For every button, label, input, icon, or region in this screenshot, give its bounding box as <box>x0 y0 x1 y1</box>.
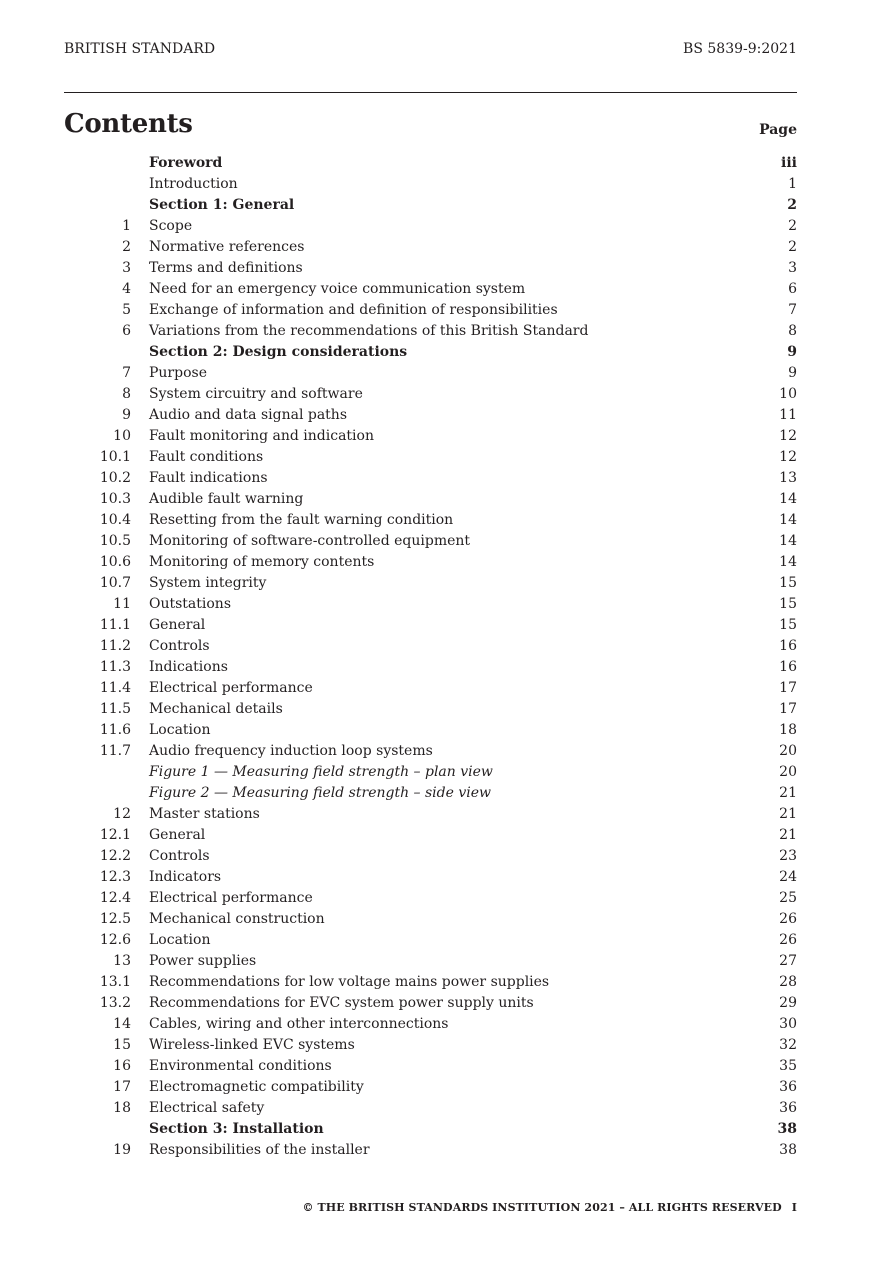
page-column-label: Page <box>759 122 797 138</box>
toc-entry[interactable] <box>64 447 797 468</box>
toc-clause-number: 10.6 <box>99 554 131 570</box>
toc-entry[interactable] <box>64 594 797 615</box>
toc-entry[interactable] <box>64 699 797 720</box>
toc-page-number: 12 <box>779 428 797 444</box>
toc-entry[interactable] <box>64 216 797 237</box>
toc-page-number: 15 <box>779 596 797 612</box>
toc-entry-title[interactable]: Audio and data signal paths <box>149 407 348 423</box>
toc-clause-number: 11.6 <box>99 722 131 738</box>
toc-clause-number: 7 <box>122 365 131 381</box>
toc-clause-number: 11 <box>113 596 131 612</box>
footer <box>302 1201 797 1214</box>
toc-page-number: 11 <box>779 407 797 423</box>
toc-entry-title[interactable]: Power supplies <box>149 953 257 969</box>
header-publisher: BRITISH STANDARD <box>64 41 216 57</box>
toc-entry[interactable] <box>64 468 797 489</box>
toc-clause-number: 10.7 <box>99 575 131 591</box>
toc-page-number: 36 <box>779 1079 797 1095</box>
toc-entry[interactable] <box>64 531 797 552</box>
toc-entry[interactable] <box>64 636 797 657</box>
header-standard-number: BS 5839-9:2021 <box>683 41 797 57</box>
toc-entry[interactable] <box>64 1140 797 1161</box>
toc-clause-number: 16 <box>113 1058 131 1074</box>
toc-entry[interactable] <box>64 951 797 972</box>
toc-clause-number: 10.5 <box>99 533 131 549</box>
toc-entry[interactable] <box>64 657 797 678</box>
toc-clause-number: 12.3 <box>99 869 131 885</box>
toc-clause-number: 6 <box>122 323 131 339</box>
toc-clause-number: 5 <box>122 302 131 318</box>
toc-entry-title[interactable]: Electrical performance <box>149 680 313 696</box>
toc-page-number: 29 <box>779 995 797 1011</box>
toc-entry-title[interactable]: Recommendations for EVC system power supply units <box>149 995 534 1011</box>
toc-page-number: 8 <box>788 323 797 339</box>
toc-entry-title[interactable]: Location <box>149 932 211 948</box>
toc-clause-number: 11.3 <box>99 659 131 675</box>
toc-entry-title[interactable]: Indicators <box>149 869 222 885</box>
toc-page-number: 15 <box>779 617 797 633</box>
toc-page-number: 7 <box>788 302 797 318</box>
toc-clause-number: 3 <box>122 260 131 276</box>
toc-page-number: 28 <box>779 974 797 990</box>
toc-entry[interactable] <box>64 1056 797 1077</box>
toc-entry-title[interactable]: Normative references <box>149 239 305 255</box>
toc-page-number: 26 <box>779 911 797 927</box>
toc-entry-title[interactable]: Foreword <box>149 155 223 171</box>
toc-entry-title[interactable]: Responsibilities of the installer <box>149 1142 370 1158</box>
toc-page-number: 21 <box>779 827 797 843</box>
toc-entry-title[interactable]: Controls <box>149 638 210 654</box>
toc-page-number: 16 <box>779 659 797 675</box>
toc-clause-number: 17 <box>113 1079 131 1095</box>
toc-page-number: 35 <box>779 1058 797 1074</box>
toc-page-number: 38 <box>779 1142 797 1158</box>
toc-page-number: iii <box>781 155 797 171</box>
toc-entry[interactable] <box>64 1098 797 1119</box>
toc-entry-title[interactable]: Purpose <box>149 365 207 381</box>
toc-entry[interactable] <box>64 405 797 426</box>
toc-page-number: 6 <box>788 281 797 297</box>
toc-clause-number: 18 <box>113 1100 131 1116</box>
toc-entry[interactable] <box>64 258 797 279</box>
toc-clause-number: 12.6 <box>99 932 131 948</box>
toc-entry[interactable] <box>64 678 797 699</box>
toc-page-number: 17 <box>779 701 797 717</box>
toc-page-number: 30 <box>779 1016 797 1032</box>
toc-entry-title[interactable]: Section 2: Design considerations <box>149 344 408 360</box>
toc-entry-title[interactable]: General <box>149 827 206 843</box>
toc-entry[interactable] <box>64 300 797 321</box>
toc-entry[interactable] <box>64 1077 797 1098</box>
toc-page-number: 2 <box>788 239 797 255</box>
toc-entry[interactable] <box>64 1035 797 1056</box>
toc-clause-number: 10 <box>113 428 131 444</box>
table-of-contents <box>64 153 797 1161</box>
toc-page-number: 25 <box>779 890 797 906</box>
toc-entry[interactable] <box>64 972 797 993</box>
toc-entry[interactable] <box>64 825 797 846</box>
toc-entry[interactable] <box>64 783 797 804</box>
toc-clause-number: 19 <box>113 1142 131 1158</box>
toc-page-number: 3 <box>788 260 797 276</box>
toc-entry-title[interactable]: Environmental conditions <box>149 1058 332 1074</box>
toc-entry-title[interactable]: Electromagnetic compatibility <box>149 1079 364 1095</box>
toc-entry-title[interactable]: Figure 2 — Measuring field strength – side view <box>149 785 492 801</box>
toc-entry[interactable] <box>64 804 797 825</box>
toc-page-number: 13 <box>779 470 797 486</box>
toc-clause-number: 10.3 <box>99 491 131 507</box>
toc-entry[interactable] <box>64 384 797 405</box>
toc-clause-number: 13.2 <box>99 995 131 1011</box>
toc-entry[interactable] <box>64 279 797 300</box>
toc-page-number: 32 <box>779 1037 797 1053</box>
toc-entry[interactable] <box>64 909 797 930</box>
copyright-notice: © THE BRITISH STANDARDS INSTITUTION 2021 – ALL RIGHTS RESERVED <box>302 1201 782 1214</box>
page-title: Contents <box>64 109 193 139</box>
toc-entry[interactable] <box>64 552 797 573</box>
toc-entry[interactable] <box>64 888 797 909</box>
toc-entry[interactable] <box>64 867 797 888</box>
toc-entry-title[interactable]: Outstations <box>149 596 232 612</box>
toc-page-number: 2 <box>788 218 797 234</box>
toc-clause-number: 11.5 <box>99 701 131 717</box>
toc-entry-title[interactable]: Mechanical details <box>149 701 283 717</box>
toc-entry-title[interactable]: Master stations <box>149 806 260 822</box>
toc-page-number: 20 <box>779 764 797 780</box>
toc-entry-title[interactable]: Section 3: Installation <box>149 1121 324 1137</box>
toc-entry-title[interactable]: Wireless-linked EVC systems <box>149 1037 355 1053</box>
toc-entry-title[interactable]: System integrity <box>149 575 267 591</box>
toc-entry[interactable] <box>64 993 797 1014</box>
toc-entry[interactable] <box>64 489 797 510</box>
toc-entry[interactable] <box>64 342 797 363</box>
toc-page-number: 38 <box>777 1121 797 1137</box>
toc-entry[interactable] <box>64 615 797 636</box>
toc-clause-number: 13.1 <box>99 974 131 990</box>
toc-page-number: 9 <box>788 365 797 381</box>
toc-page-number: 16 <box>779 638 797 654</box>
toc-clause-number: 11.1 <box>99 617 131 633</box>
toc-entry-title[interactable]: Variations from the recommendations of this British Standard <box>149 323 589 339</box>
toc-entry-title[interactable]: Terms and definitions <box>149 260 303 276</box>
toc-entry-title[interactable]: Controls <box>149 848 210 864</box>
toc-entry[interactable] <box>64 153 797 174</box>
toc-entry-title[interactable]: Audible fault warning <box>149 491 304 507</box>
toc-clause-number: 13 <box>113 953 131 969</box>
toc-clause-number: 11.7 <box>99 743 131 759</box>
toc-page-number: 24 <box>779 869 797 885</box>
toc-clause-number: 12.2 <box>99 848 131 864</box>
toc-page-number: 36 <box>779 1100 797 1116</box>
toc-entry-title[interactable]: Figure 1 — Measuring field strength – plan view <box>149 764 493 780</box>
toc-entry-title[interactable]: Monitoring of memory contents <box>149 554 375 570</box>
toc-page-number: 1 <box>788 176 797 192</box>
toc-page-number: 15 <box>779 575 797 591</box>
toc-clause-number: 2 <box>122 239 131 255</box>
toc-entry[interactable] <box>64 1014 797 1035</box>
toc-entry-title[interactable]: Section 1: General <box>149 197 295 213</box>
toc-clause-number: 10.1 <box>99 449 131 465</box>
toc-entry[interactable] <box>64 573 797 594</box>
toc-page-number: 27 <box>779 953 797 969</box>
toc-entry[interactable] <box>64 321 797 342</box>
toc-clause-number: 12.1 <box>99 827 131 843</box>
toc-page-number: 20 <box>779 743 797 759</box>
toc-entry-title[interactable]: Audio frequency induction loop systems <box>149 743 433 759</box>
toc-entry[interactable] <box>64 237 797 258</box>
toc-entry[interactable] <box>64 762 797 783</box>
toc-entry[interactable] <box>64 930 797 951</box>
toc-clause-number: 9 <box>122 407 131 423</box>
toc-entry-title[interactable]: Fault indications <box>149 470 268 486</box>
toc-entry-title[interactable]: Resetting from the fault warning condition <box>149 512 454 528</box>
page-folio: I <box>791 1201 797 1214</box>
toc-clause-number: 12 <box>113 806 131 822</box>
toc-entry-title[interactable]: Indications <box>149 659 228 675</box>
toc-page-number: 9 <box>787 344 797 360</box>
toc-clause-number: 4 <box>122 281 131 297</box>
toc-entry-title[interactable]: Fault conditions <box>149 449 264 465</box>
toc-page-number: 23 <box>779 848 797 864</box>
toc-clause-number: 12.5 <box>99 911 131 927</box>
toc-entry[interactable] <box>64 1119 797 1140</box>
toc-clause-number: 1 <box>122 218 131 234</box>
toc-clause-number: 10.2 <box>99 470 131 486</box>
toc-page-number: 21 <box>779 806 797 822</box>
toc-page-number: 12 <box>779 449 797 465</box>
toc-entry-title[interactable]: Introduction <box>149 176 238 192</box>
toc-entry-title[interactable]: Need for an emergency voice communication system <box>149 281 526 297</box>
toc-page-number: 18 <box>779 722 797 738</box>
toc-page-number: 14 <box>779 512 797 528</box>
toc-entry-title[interactable]: Mechanical construction <box>149 911 325 927</box>
toc-page-number: 17 <box>779 680 797 696</box>
toc-entry[interactable] <box>64 741 797 762</box>
toc-entry-title[interactable]: Scope <box>149 218 193 234</box>
toc-clause-number: 15 <box>113 1037 131 1053</box>
toc-page-number: 21 <box>779 785 797 801</box>
toc-entry[interactable] <box>64 195 797 216</box>
toc-clause-number: 8 <box>122 386 131 402</box>
toc-entry-title[interactable]: Exchange of information and definition of responsibilities <box>149 302 558 318</box>
toc-page-number: 2 <box>787 197 797 213</box>
toc-entry-title[interactable]: Cables, wiring and other interconnections <box>149 1016 449 1032</box>
toc-entry[interactable] <box>64 846 797 867</box>
running-header <box>64 41 797 61</box>
toc-entry[interactable] <box>64 426 797 447</box>
toc-entry-title[interactable]: General <box>149 617 206 633</box>
toc-entry[interactable] <box>64 720 797 741</box>
toc-entry[interactable] <box>64 363 797 384</box>
toc-page-number: 14 <box>779 491 797 507</box>
toc-entry-title[interactable]: Fault monitoring and indication <box>149 428 374 444</box>
toc-entry-title[interactable]: Electrical safety <box>149 1100 265 1116</box>
toc-entry-title[interactable]: Monitoring of software-controlled equipment <box>149 533 471 549</box>
toc-entry-title[interactable]: Electrical performance <box>149 890 313 906</box>
toc-clause-number: 11.4 <box>99 680 131 696</box>
toc-page-number: 10 <box>779 386 797 402</box>
toc-page-number: 26 <box>779 932 797 948</box>
toc-entry-title[interactable]: Recommendations for low voltage mains power supplies <box>149 974 550 990</box>
toc-clause-number: 12.4 <box>99 890 131 906</box>
toc-clause-number: 11.2 <box>99 638 131 654</box>
toc-entry[interactable] <box>64 174 797 195</box>
toc-entry-title[interactable]: System circuitry and software <box>149 386 363 402</box>
toc-clause-number: 14 <box>113 1016 131 1032</box>
toc-clause-number: 10.4 <box>99 512 131 528</box>
toc-page-number: 14 <box>779 533 797 549</box>
toc-page-number: 14 <box>779 554 797 570</box>
toc-entry[interactable] <box>64 510 797 531</box>
toc-entry-title[interactable]: Location <box>149 722 211 738</box>
header-rule <box>64 92 797 93</box>
